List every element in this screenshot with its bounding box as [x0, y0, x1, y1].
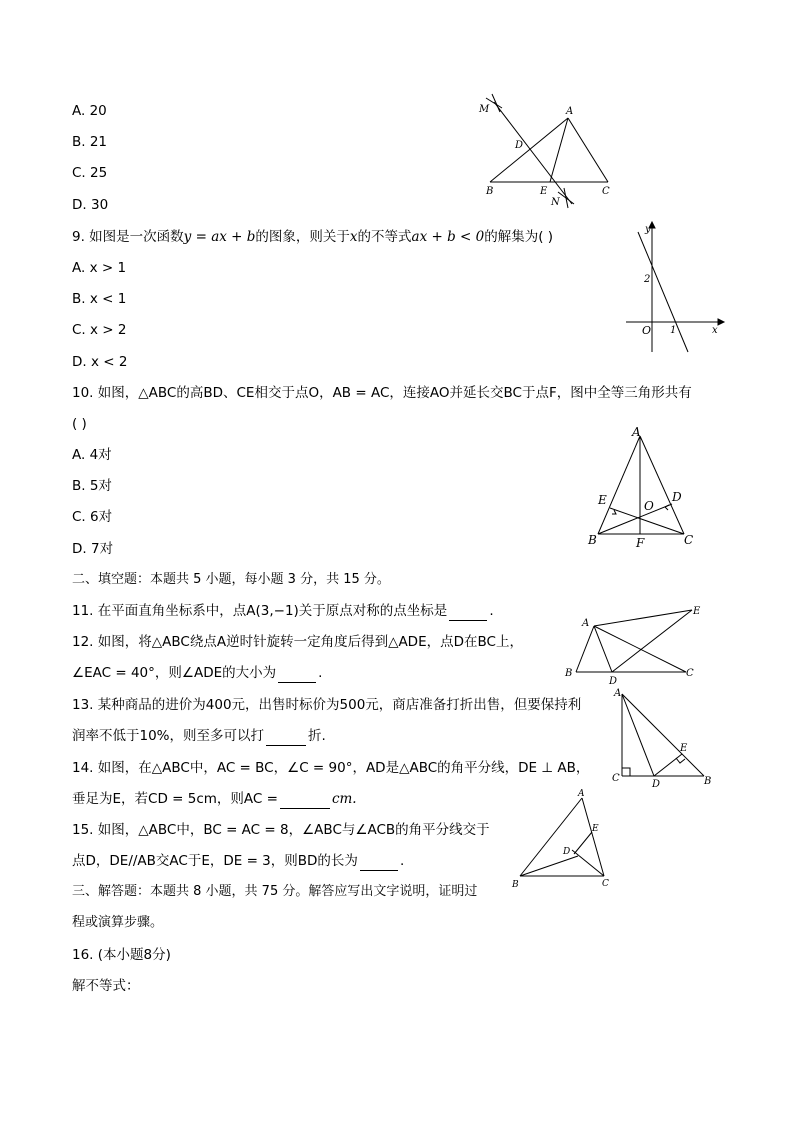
- q14-label-c: C: [612, 773, 620, 784]
- q8-label-d: D: [515, 140, 524, 151]
- q14-line2: 垂足为E，若CD = 5cm，则AC = cm.: [72, 791, 357, 807]
- q13-line2: 润率不低于10%，则至多可以打 折.: [72, 728, 326, 744]
- q14-label-a: A: [614, 688, 622, 699]
- q9-option-c: C. x > 2: [72, 322, 127, 338]
- q13-line1: 13. 某种商品的进价为400元，出售时标价为500元，商店准备打折出售，但要保持利: [72, 697, 582, 713]
- q10-label-b: B: [588, 533, 597, 547]
- q9-label-y: y: [645, 224, 651, 235]
- q10-option-d: D. 7对: [72, 541, 114, 557]
- q15-line2: 点D，DE//AB交AC于E，DE = 3，则BD的长为 .: [72, 853, 405, 869]
- q15-line1: 15. 如图，△ABC中，BC = AC = 8，∠ABC与∠ACB的角平分线交于: [72, 822, 490, 838]
- q15-label-c: C: [602, 879, 609, 889]
- q10-label-e: E: [598, 493, 607, 507]
- q12-label-a: A: [582, 618, 590, 629]
- q12-label-c: C: [686, 668, 694, 679]
- q10-figure: [582, 424, 702, 554]
- section-3-heading-line2: 程或演算步骤。: [72, 915, 164, 930]
- q16-text: 解不等式：: [72, 978, 140, 994]
- q13-answer-blank[interactable]: [266, 727, 306, 746]
- q12-answer-blank[interactable]: [278, 664, 316, 683]
- q14-label-b: B: [704, 776, 712, 787]
- q15-label-e: E: [592, 824, 599, 834]
- q14-line1: 14. 如图，在△ABC中，AC = BC，∠C = 90°，AD是△ABC的角平分线，DE ⊥ AB，: [72, 760, 590, 776]
- q8-label-n: N: [551, 197, 560, 208]
- q10-option-a: A. 4对: [72, 447, 112, 463]
- q10-label-a: A: [632, 425, 641, 439]
- q16-title: 16. (本小题8分): [72, 947, 171, 963]
- q15-label-a: A: [578, 789, 585, 799]
- q12-figure: [560, 600, 710, 688]
- q12-label-e: E: [693, 606, 701, 617]
- q10-label-o: O: [644, 499, 654, 513]
- q15-label-d: D: [563, 847, 571, 857]
- q8-figure: [470, 92, 620, 212]
- q8-label-e: E: [540, 186, 548, 197]
- q8-label-c: C: [602, 186, 610, 197]
- q14-label-e: E: [680, 743, 688, 754]
- q8-label-a: A: [566, 106, 574, 117]
- section-2-heading: 二、填空题：本题共 5 小题，每小题 3 分，共 15 分。: [72, 572, 390, 587]
- q8-label-b: B: [486, 186, 494, 197]
- q8-option-c: C. 25: [72, 165, 108, 181]
- q9-stem: 9. 如图是一次函数y = ax + b的图象，则关于x的不等式ax + b < 0的解集为( ): [72, 229, 554, 245]
- q8-option-d: D. 30: [72, 197, 109, 213]
- q15-figure: [508, 786, 618, 892]
- q12-label-d: D: [609, 676, 618, 687]
- q10-stem-line1: 10. 如图，△ABC的高BD、CE相交于点O，AB = AC，连接AO并延长交BC于点F，图中全等三角形共有: [72, 385, 692, 401]
- q9-option-a: A. x > 1: [72, 260, 127, 276]
- q11-text: 11. 在平面直角坐标系中，点A(3,−1)关于原点对称的点坐标是 .: [72, 603, 494, 619]
- q12-line2: ∠EAC = 40°，则∠ADE的大小为 .: [72, 665, 323, 681]
- q10-label-d: D: [672, 490, 682, 504]
- q15-label-b: B: [512, 880, 519, 890]
- q12-line1: 12. 如图，将△ABC绕点A逆时针旋转一定角度后得到△ADE，点D在BC上，: [72, 634, 523, 650]
- q10-stem-line2: ( ): [72, 416, 87, 432]
- q9-label-2: 2: [644, 274, 651, 285]
- q8-option-b: B. 21: [72, 134, 108, 150]
- q12-label-b: B: [565, 668, 573, 679]
- q10-option-b: B. 5对: [72, 478, 112, 494]
- q14-label-d: D: [652, 779, 661, 790]
- q9-label-x: x: [712, 325, 718, 336]
- q15-answer-blank[interactable]: [360, 852, 398, 871]
- q9-label-1: 1: [670, 325, 677, 336]
- q14-figure: [608, 684, 718, 790]
- q11-answer-blank[interactable]: [449, 602, 487, 621]
- q9-option-b: B. x < 1: [72, 291, 127, 307]
- q8-option-a: A. 20: [72, 103, 107, 119]
- q14-answer-blank[interactable]: [280, 790, 330, 809]
- q9-label-o: O: [642, 324, 652, 337]
- section-3-heading-line1: 三、解答题：本题共 8 小题，共 75 分。解答应写出文字说明，证明过: [72, 884, 478, 899]
- q9-option-d: D. x < 2: [72, 354, 128, 370]
- q8-label-m: M: [479, 104, 490, 115]
- q10-label-f: F: [636, 536, 645, 550]
- q10-option-c: C. 6对: [72, 509, 113, 525]
- q9-figure: [618, 218, 728, 358]
- q10-label-c: C: [684, 533, 694, 547]
